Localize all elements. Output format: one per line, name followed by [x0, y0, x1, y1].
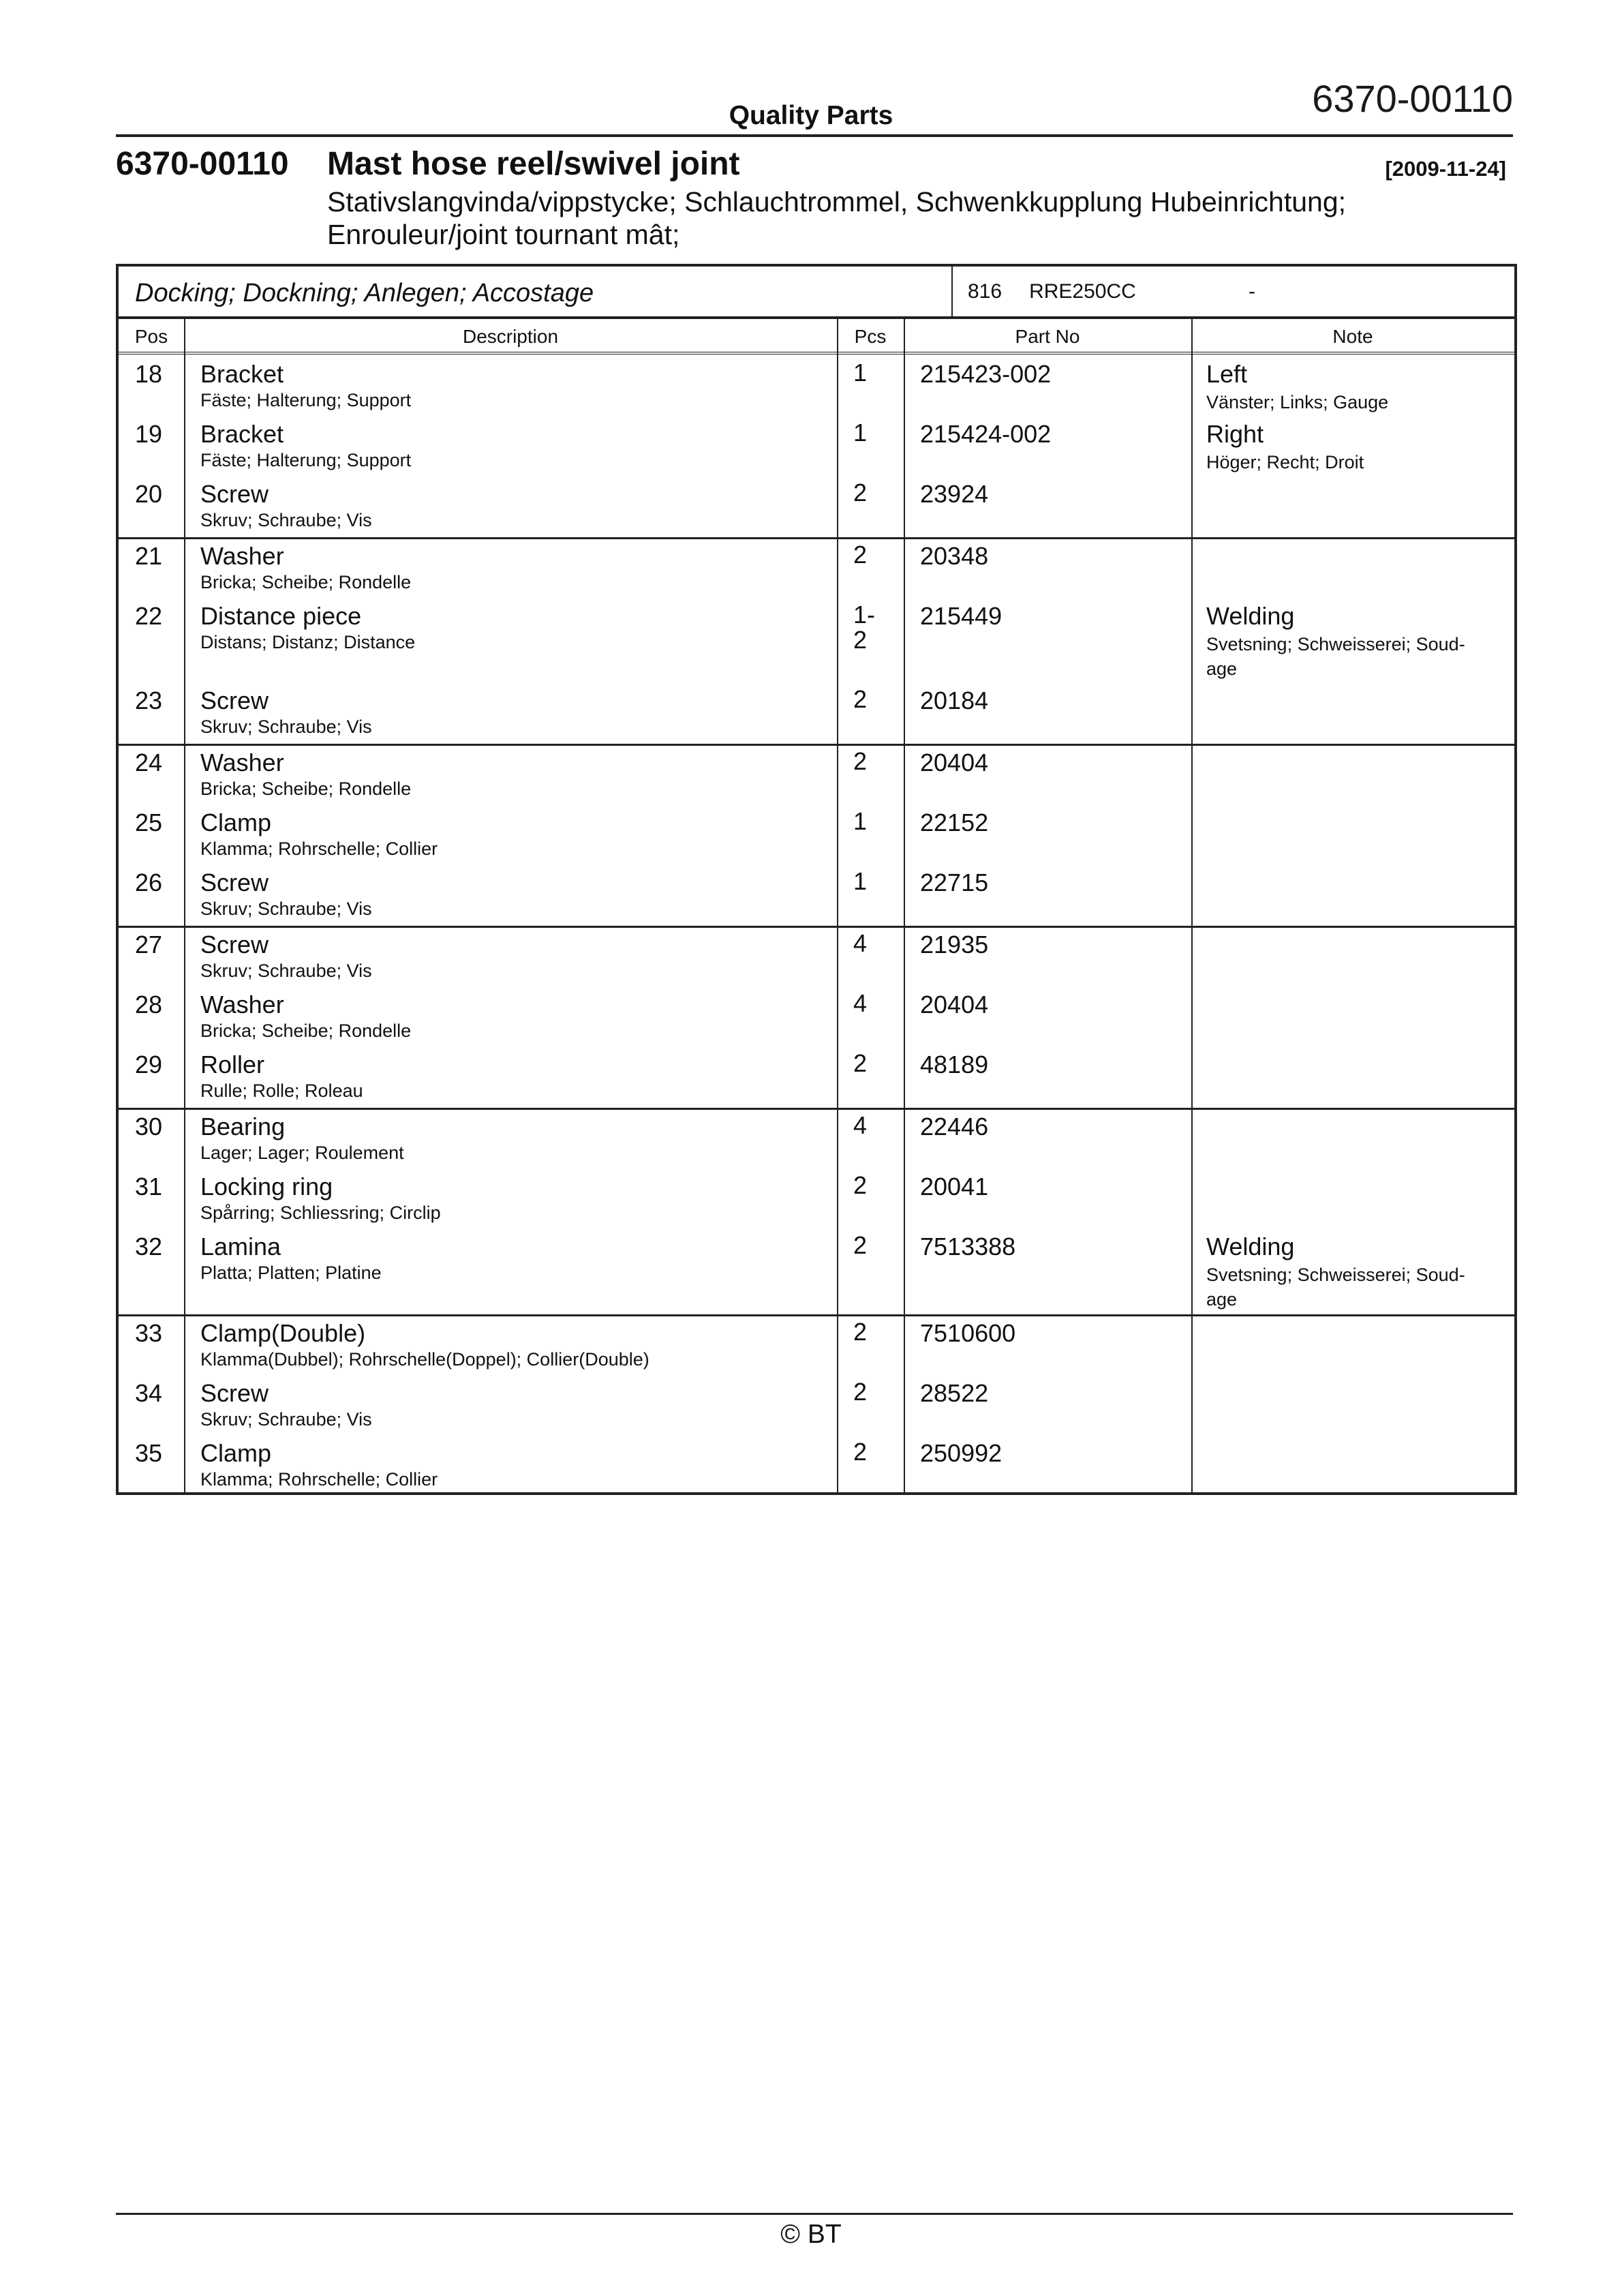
row-pcs: 2: [853, 1049, 868, 1077]
row-description-translations: Skruv; Schraube; Vis: [200, 898, 372, 919]
row-pcs: 2: [853, 1318, 868, 1346]
row-note: Left: [1206, 360, 1248, 388]
row-part-no: 215423-002: [920, 360, 1052, 388]
footer-rule: [116, 2213, 1513, 2215]
row-part-no: 20404: [920, 749, 989, 776]
row-description: Clamp: [200, 809, 272, 836]
row-pcs: 1: [853, 807, 868, 835]
row-description-translations: Bricka; Scheibe; Rondelle: [200, 1021, 412, 1041]
row-description-translations: Skruv; Schraube; Vis: [200, 961, 372, 981]
row-pcs: 4: [853, 1111, 868, 1139]
row-part-no: 7513388: [920, 1233, 1016, 1260]
row-part-no: 20348: [920, 542, 989, 570]
row-pcs: 1: [853, 867, 868, 895]
row-description-translations: Klamma; Rohrschelle; Collier: [200, 839, 438, 859]
row-pos: 27: [135, 931, 163, 958]
row-description-translations: Lager; Lager; Roulement: [200, 1143, 404, 1163]
row-description-translations: Platta; Platten; Platine: [200, 1263, 382, 1283]
row-note-translations: Höger; Recht; Droit: [1206, 452, 1364, 472]
col-part-no: Part No: [1015, 326, 1080, 347]
page-number: 6370-00110: [1312, 77, 1513, 120]
row-description: Washer: [200, 749, 284, 776]
footer-copyright: © BT: [780, 2220, 842, 2249]
title-code: 6370-00110: [116, 146, 289, 182]
row-pos: 33: [135, 1319, 163, 1347]
row-note-translations: Vänster; Links; Gauge: [1206, 392, 1389, 412]
row-description: Clamp: [200, 1439, 272, 1467]
row-part-no: 20041: [920, 1173, 989, 1200]
row-description: Bracket: [200, 360, 284, 388]
section-name: Docking; Dockning; Anlegen; Accostage: [135, 279, 594, 307]
row-pos: 18: [135, 360, 163, 388]
row-pos: 30: [135, 1113, 163, 1141]
table-row: [119, 1230, 1514, 1314]
table-row: [119, 866, 1514, 926]
row-pcs: 2: [853, 747, 868, 775]
table-row: [119, 1170, 1514, 1230]
row-pos: 34: [135, 1379, 163, 1407]
col-note: Note: [1332, 326, 1373, 347]
row-description-translations: Rulle; Rolle; Roleau: [200, 1081, 363, 1101]
header-label: Quality Parts: [729, 101, 893, 130]
col-description: Description: [462, 326, 559, 347]
row-pcs: 2: [853, 541, 868, 569]
row-description: Bracket: [200, 420, 284, 448]
model-range: -: [1249, 280, 1255, 303]
table-row: [119, 746, 1514, 806]
table-row: [119, 684, 1514, 744]
row-pos: 25: [135, 809, 163, 836]
row-pcs: 4: [853, 989, 868, 1017]
row-pcs: 1- 2: [853, 601, 876, 654]
row-description-translations: Klamma; Rohrschelle; Collier: [200, 1469, 438, 1490]
row-description-translations: Spårring; Schliessring; Circlip: [200, 1203, 441, 1223]
table-row: [119, 928, 1514, 988]
row-description: Lamina: [200, 1233, 281, 1260]
row-part-no: 48189: [920, 1051, 989, 1078]
row-pcs: 2: [853, 1171, 868, 1199]
row-pos: 26: [135, 868, 163, 896]
row-part-no: 7510600: [920, 1319, 1016, 1347]
row-pos: 35: [135, 1439, 163, 1467]
row-pcs: 2: [853, 1438, 868, 1466]
row-pcs: 2: [853, 1231, 868, 1259]
row-group: [119, 928, 1514, 1110]
row-description-translations: Fäste; Halterung; Support: [200, 450, 412, 470]
row-group: [119, 746, 1514, 928]
row-pos: 21: [135, 542, 163, 570]
row-description-translations: Skruv; Schraube; Vis: [200, 510, 372, 530]
row-description: Screw: [200, 480, 269, 508]
header-rule: [116, 134, 1513, 137]
row-description: Distance piece: [200, 602, 362, 630]
table-row: [119, 417, 1514, 477]
row-pcs: 2: [853, 685, 868, 713]
row-pos: 31: [135, 1173, 163, 1200]
row-description: Screw: [200, 1379, 269, 1407]
section-divider: [951, 267, 953, 316]
row-description-translations: Bricka; Scheibe; Rondelle: [200, 572, 412, 592]
row-pcs: 1: [853, 359, 868, 387]
row-note: Welding: [1206, 602, 1295, 630]
row-pos: 22: [135, 602, 163, 630]
section-header: [119, 267, 1514, 319]
row-group: [119, 357, 1514, 539]
table-row: [119, 1376, 1514, 1436]
row-description: Bearing: [200, 1113, 286, 1141]
table-row: [119, 599, 1514, 684]
row-description: Screw: [200, 868, 269, 896]
parts-table: [116, 264, 1517, 1495]
row-pos: 29: [135, 1051, 163, 1078]
row-description-translations: Skruv; Schraube; Vis: [200, 716, 372, 737]
row-note: Right: [1206, 420, 1264, 448]
table-row: [119, 988, 1514, 1048]
table-row: [119, 477, 1514, 537]
page-title: Mast hose reel/swivel joint: [327, 146, 740, 182]
table-row: [119, 806, 1514, 866]
row-pcs: 1: [853, 419, 868, 447]
row-pos: 20: [135, 480, 163, 508]
row-pos: 24: [135, 749, 163, 776]
row-description-translations: Distans; Distanz; Distance: [200, 632, 416, 652]
model-name: RRE250CC: [1029, 280, 1136, 303]
table-row: [119, 1048, 1514, 1108]
col-pos: Pos: [134, 326, 168, 347]
model-code: 816: [968, 280, 1003, 303]
table-row: [119, 539, 1514, 599]
row-pos: 28: [135, 991, 163, 1018]
table-row: [119, 1436, 1514, 1496]
row-part-no: 20404: [920, 991, 989, 1018]
row-part-no: 22446: [920, 1113, 989, 1141]
row-description: Clamp(Double): [200, 1319, 366, 1347]
row-part-no: 22152: [920, 809, 989, 836]
row-pcs: 2: [853, 479, 868, 507]
col-pcs: Pcs: [854, 326, 887, 347]
table-row: [119, 357, 1514, 417]
row-group: [119, 1316, 1514, 1498]
row-pcs: 2: [853, 1378, 868, 1406]
row-part-no: 22715: [920, 868, 989, 896]
row-pos: 32: [135, 1233, 163, 1260]
row-description: Locking ring: [200, 1173, 333, 1200]
row-part-no: 21935: [920, 931, 989, 958]
row-pos: 19: [135, 420, 163, 448]
row-description: Screw: [200, 931, 269, 958]
row-part-no: 23924: [920, 480, 989, 508]
title-date: [2009-11-24]: [1385, 157, 1506, 181]
row-part-no: 20184: [920, 686, 989, 714]
row-pos: 23: [135, 686, 163, 714]
table-row: [119, 1316, 1514, 1376]
row-description-translations: Fäste; Halterung; Support: [200, 390, 412, 410]
row-description-translations: Klamma(Dubbel); Rohrschelle(Doppel); Collier(Double): [200, 1349, 649, 1370]
row-description-translations: Bricka; Scheibe; Rondelle: [200, 779, 412, 799]
row-note-translations: Svetsning; Schweisserei; Soud- age: [1206, 634, 1465, 679]
model-info: [968, 280, 1163, 303]
row-part-no: 250992: [920, 1439, 1003, 1467]
row-note: Welding: [1206, 1233, 1295, 1260]
table-row: [119, 1110, 1514, 1170]
row-description: Screw: [200, 686, 269, 714]
row-part-no: 215424-002: [920, 420, 1052, 448]
row-group: [119, 539, 1514, 746]
row-description: Washer: [200, 542, 284, 570]
row-note-translations: Svetsning; Schweisserei; Soud- age: [1206, 1265, 1465, 1310]
row-description: Washer: [200, 991, 284, 1018]
row-description: Roller: [200, 1051, 265, 1078]
row-description-translations: Skruv; Schraube; Vis: [200, 1409, 372, 1430]
column-headers: [119, 319, 1514, 354]
row-pcs: 4: [853, 929, 868, 957]
row-group: [119, 1110, 1514, 1316]
title-subtitle: Stativslangvinda/vippstycke; Schlauchtrommel, Schwenkkupplung Hubeinrichtung; Enrouleur/joint tournant mât;: [327, 186, 1347, 250]
row-part-no: 215449: [920, 602, 1003, 630]
row-part-no: 28522: [920, 1379, 989, 1407]
